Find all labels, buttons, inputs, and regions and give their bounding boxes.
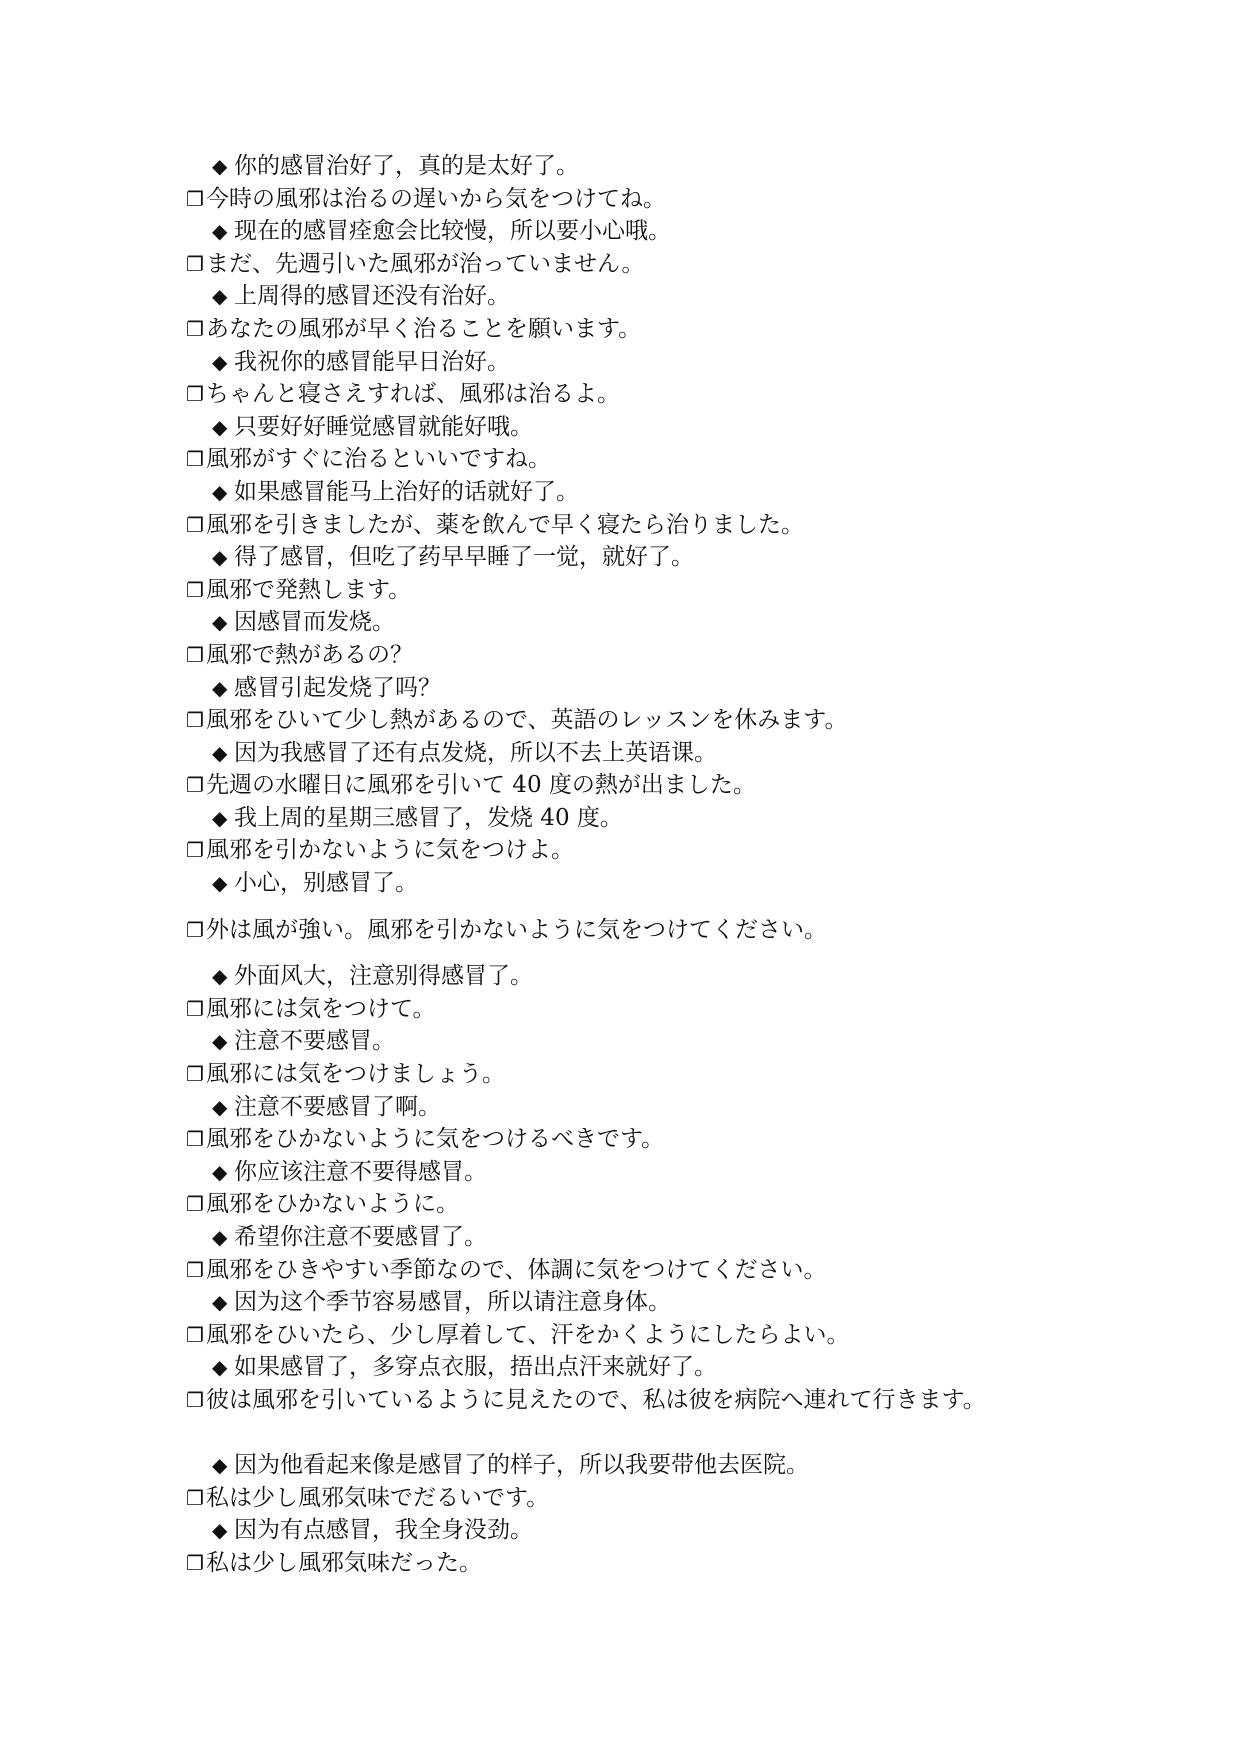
chinese-translation-line: ◆ 我祝你的感冒能早日治好。 (186, 346, 1016, 379)
box-bullet-icon: ❐ (186, 1550, 204, 1575)
japanese-phrase-line: ❐ あなたの風邪が早く治ることを願います。 (186, 313, 1016, 346)
japanese-phrase-line: ❐ まだ、先週引いた風邪が治っていません。 (186, 248, 1016, 281)
box-bullet-icon: ❐ (186, 1257, 204, 1282)
chinese-translation-line: ◆ 注意不要感冒。 (186, 1025, 1016, 1058)
chinese-translation-line: ◆ 因感冒而发烧。 (186, 606, 1016, 639)
diamond-bullet-icon: ◆ (212, 349, 228, 374)
chinese-translation-line: ◆ 注意不要感冒了啊。 (186, 1091, 1016, 1124)
chinese-translation-line: ◆ 因为这个季节容易感冒，所以请注意身体。 (186, 1286, 1016, 1319)
chinese-translation-line: ◆ 得了感冒，但吃了药早早睡了一觉，就好了。 (186, 541, 1016, 574)
diamond-bullet-icon: ◆ (212, 154, 228, 178)
chinese-translation-line: ◆ 如果感冒能马上治好的话就好了。 (186, 476, 1016, 509)
box-bullet-icon: ❐ (186, 447, 204, 472)
diamond-bullet-icon: ◆ (212, 414, 228, 439)
box-bullet-icon: ❐ (186, 1127, 204, 1152)
diamond-bullet-icon: ◆ (212, 479, 228, 504)
chinese-translation-line: ◆ 希望你注意不要感冒了。 (186, 1221, 1016, 1254)
chinese-translation-line: ◆ 外面风大，注意别得感冒了。 (186, 960, 1016, 993)
diamond-bullet-icon: ◆ (212, 1518, 228, 1543)
diamond-bullet-icon: ◆ (212, 610, 228, 635)
chinese-translation-line: ◆ 因为我感冒了还有点发烧，所以不去上英语课。 (186, 737, 1016, 770)
japanese-phrase-line: ❐ 今時の風邪は治るの遅いから気をつけてね。 (186, 183, 1016, 216)
chinese-translation-line: ◆ 现在的感冒痊愈会比较慢，所以要小心哦。 (186, 215, 1016, 248)
box-bullet-icon: ❐ (186, 838, 204, 863)
box-bullet-icon: ❐ (186, 1485, 204, 1510)
box-bullet-icon: ❐ (186, 1062, 204, 1087)
diamond-bullet-icon: ◆ (212, 740, 228, 765)
box-bullet-icon: ❐ (186, 251, 204, 276)
japanese-phrase-line: ❐ 風邪には気をつけて。 (186, 993, 1016, 1026)
box-bullet-icon: ❐ (186, 1192, 204, 1217)
diamond-bullet-icon: ◆ (212, 1453, 228, 1478)
japanese-phrase-line: ❐ 私は少し風邪気味でだるいです。 (186, 1482, 1016, 1515)
diamond-bullet-icon: ◆ (212, 871, 228, 896)
diamond-bullet-icon: ◆ (212, 675, 228, 700)
box-bullet-icon: ❐ (186, 708, 204, 733)
chinese-translation-line: ◆ 感冒引起发烧了吗？ (186, 672, 1016, 705)
japanese-phrase-line: ❐ 風邪がすぐに治るといいですね。 (186, 443, 1016, 476)
japanese-phrase-line: ❐ 外は風が強い。風邪を引かないように気をつけてください。 (186, 914, 1016, 947)
japanese-phrase-line: ❐ 風邪には気をつけましょう。 (186, 1058, 1016, 1091)
chinese-translation-line: ◆ 因为他看起来像是感冒了的样子，所以我要带他去医院。 (186, 1449, 1016, 1482)
japanese-phrase-line: ❐ 風邪をひいて少し熱があるので、英語のレッスンを休みます。 (186, 704, 1016, 737)
box-bullet-icon: ❐ (186, 642, 204, 667)
diamond-bullet-icon: ◆ (212, 545, 228, 570)
japanese-phrase-line: ❐ 風邪で熱があるの？ (186, 639, 1016, 672)
japanese-phrase-line: ❐ 風邪をひいたら、少し厚着して、汗をかくようにしたらよい。 (186, 1319, 1016, 1352)
chinese-translation-line: ◆ 小心，别感冒了。 (186, 867, 1016, 900)
japanese-phrase-line: ❐ 風邪をひきやすい季節なので、体調に気をつけてください。 (186, 1254, 1016, 1287)
japanese-phrase-line: ❐ 風邪を引かないように気をつけよ。 (186, 834, 1016, 867)
box-bullet-icon: ❐ (186, 773, 204, 798)
chinese-translation-line: ◆ 你的感冒治好了，真的是太好了。 (186, 150, 1016, 183)
chinese-translation-line: ◆ 只要好好睡觉感冒就能好哦。 (186, 411, 1016, 444)
box-bullet-icon: ❐ (186, 1387, 204, 1412)
japanese-phrase-line: ❐ ちゃんと寝さえすれば、風邪は治るよ。 (186, 378, 1016, 411)
box-bullet-icon: ❐ (186, 577, 204, 602)
japanese-phrase-line: ❐ 先週の水曜日に風邪を引いて 40 度の熱が出ました。 (186, 769, 1016, 802)
chinese-translation-line: ◆ 因为有点感冒，我全身没劲。 (186, 1514, 1016, 1547)
diamond-bullet-icon: ◆ (212, 964, 228, 989)
box-bullet-icon: ❐ (186, 382, 204, 407)
diamond-bullet-icon: ◆ (212, 1355, 228, 1380)
japanese-phrase-line: ❐ 風邪をひかないように気をつけるべきです。 (186, 1123, 1016, 1156)
chinese-translation-line: ◆ 你应该注意不要得感冒。 (186, 1156, 1016, 1189)
box-bullet-icon: ❐ (186, 996, 204, 1021)
diamond-bullet-icon: ◆ (212, 1290, 228, 1315)
diamond-bullet-icon: ◆ (212, 805, 228, 830)
box-bullet-icon: ❐ (186, 186, 204, 211)
box-bullet-icon: ❐ (186, 316, 204, 341)
box-bullet-icon: ❐ (186, 917, 204, 942)
chinese-translation-line: ◆ 如果感冒了，多穿点衣服，捂出点汗来就好了。 (186, 1351, 1016, 1384)
chinese-translation-line: ◆ 我上周的星期三感冒了，发烧 40 度。 (186, 802, 1016, 835)
box-bullet-icon: ❐ (186, 1322, 204, 1347)
diamond-bullet-icon: ◆ (212, 1159, 228, 1184)
japanese-phrase-line: ❐ 彼は風邪を引いているように見えたので、私は彼を病院へ連れて行きます。 (186, 1384, 1016, 1449)
diamond-bullet-icon: ◆ (212, 1094, 228, 1119)
japanese-phrase-line: ❐ 風邪で発熱します。 (186, 574, 1016, 607)
diamond-bullet-icon: ◆ (212, 219, 228, 244)
diamond-bullet-icon: ◆ (212, 284, 228, 309)
japanese-phrase-line: ❐ 私は少し風邪気味だった。 (186, 1547, 1016, 1580)
box-bullet-icon: ❐ (186, 512, 204, 537)
diamond-bullet-icon: ◆ (212, 1029, 228, 1054)
phrase-list (186, 150, 1016, 1580)
japanese-phrase-line: ❐ 風邪をひかないように。 (186, 1188, 1016, 1221)
chinese-translation-line: ◆ 上周得的感冒还没有治好。 (186, 280, 1016, 313)
japanese-phrase-line: ❐ 風邪を引きましたが、薬を飲んで早く寝たら治りました。 (186, 509, 1016, 542)
diamond-bullet-icon: ◆ (212, 1225, 228, 1249)
